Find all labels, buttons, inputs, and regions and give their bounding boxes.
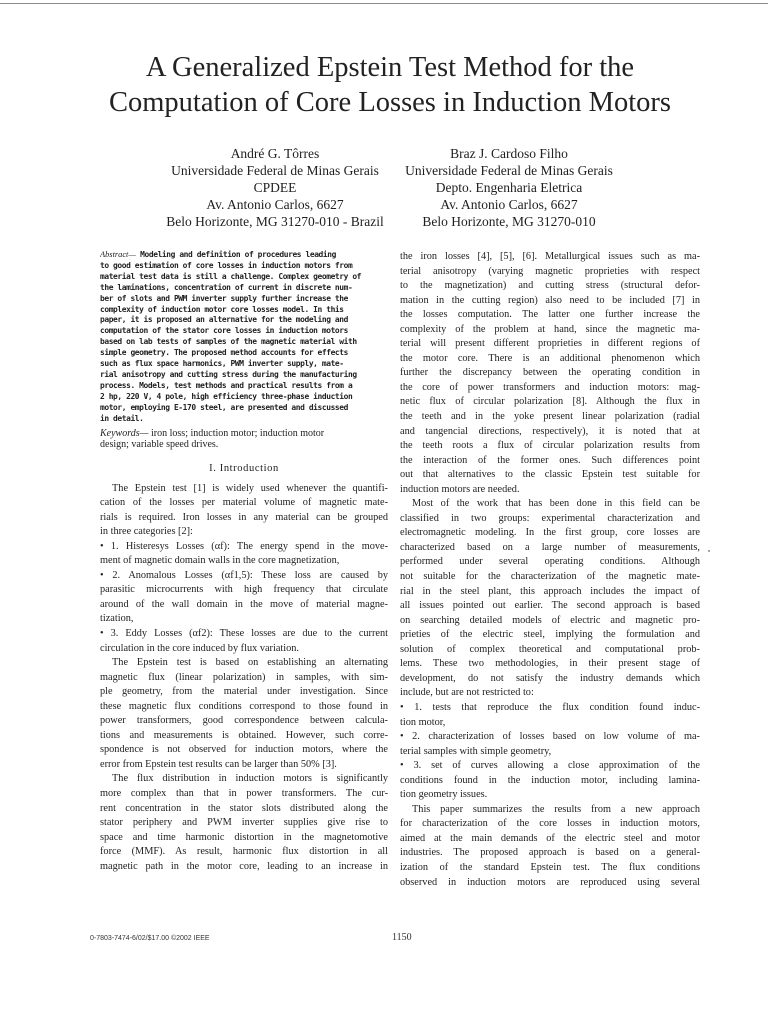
body-line: more complex than that in power transformers. The cur- <box>100 787 388 799</box>
body-line: parasitic microcurrents with high frequency that circulate <box>100 584 388 596</box>
body-line: electromagnetic modeling. In the first group, core losses are <box>400 527 700 539</box>
body-line: spondence is not observed for induction motors, where the <box>100 744 388 756</box>
body-line: further the discrepancy between the operating condition in <box>400 367 700 379</box>
body-line: magnetic path in the motor core, leading to an increase in <box>100 860 388 872</box>
author-name: André G. Tôrres <box>230 146 320 161</box>
body-line: characterized based on a large number of measurements, <box>400 541 700 553</box>
body-line: • 2. characterization of losses based on low volume of ma- <box>400 731 700 743</box>
body-line: magnetic flux (linear polarization) in samples, with sim- <box>100 671 388 683</box>
body-line: power transformers, good correspondence between calcula- <box>100 715 388 727</box>
abstract-line: ber of slots and PWM inverter supply further increase the <box>100 293 348 303</box>
top-rule <box>0 3 768 4</box>
body-line: lems. These two methodologies, in their present stage of <box>400 658 700 670</box>
body-line: space and time harmonic distortion in the magnetomotive <box>100 831 388 843</box>
body-line: induction motors are needed. <box>400 483 520 495</box>
body-line: complexity of the problem at hand, since the magnetic ma- <box>400 323 700 335</box>
abstract-line-text: Modeling and definition of procedures leading <box>135 250 336 259</box>
body-line: these magnetic flux conditions correspond to those found in <box>100 700 388 712</box>
author-affiliation: Belo Horizonte, MG 31270-010 <box>422 214 596 229</box>
abstract-line: simple geometry. The proposed method accounts for effects <box>100 348 348 358</box>
body-line: solution of complex theoretical and computational prob- <box>400 643 700 655</box>
body-line: prieties of the electric steel, implying the formulation and <box>400 629 700 641</box>
author-affiliation: Universidade Federal de Minas Gerais <box>171 163 379 178</box>
abstract-line: process. Models, test methods and practical results from a <box>100 380 353 390</box>
body-line: not suitable for the characterization of the magnetic mate- <box>400 571 700 583</box>
body-line: tions and measurements is obtained. However, such corre- <box>100 729 388 741</box>
author-affiliation: Av. Antonio Carlos, 6627 <box>440 197 578 212</box>
body-line: the teeth and in the yoke present linear polarization (radial <box>400 411 700 423</box>
body-line: • 2. Anomalous Losses (αf1,5): These loss are caused by <box>100 569 388 581</box>
body-line: terial will present different proprieties in different regions of <box>400 338 700 350</box>
body-line: • 3. Eddy Losses (αf2): These losses are due to the current <box>100 627 388 639</box>
abstract-line: 2 hp, 220 V, 4 pole, high efficiency three-phase induction <box>100 391 353 401</box>
body-line: ment of magnetic domain walls in the core magnetization, <box>100 555 340 567</box>
abstract-lead: Abstract— <box>100 250 136 259</box>
scan-speck <box>708 550 710 552</box>
body-line: The flux distribution in induction motors is significantly <box>112 773 388 785</box>
title-line: A Generalized Epstein Test Method for the <box>145 52 635 83</box>
author-affiliation: Depto. Engenharia Eletrica <box>435 180 583 195</box>
body-line: • 3. set of curves allowing a close approximation of the <box>400 760 700 772</box>
body-line: performed under several operating conditions. Although <box>400 556 700 568</box>
left-column <box>100 250 388 874</box>
abstract <box>100 250 388 425</box>
body-line: terial anisotropy (varying magnetic proprieties with respect <box>400 265 700 277</box>
keywords-line-2: design; variable speed drives. <box>100 439 219 450</box>
body-line: ization of the standard Epstein test. The flux conditions <box>400 861 700 873</box>
body-line: the iron losses [4], [5], [6]. Metallurgical issues such as ma- <box>400 251 700 262</box>
body-line: for characterization of the core losses in induction motors, <box>400 818 700 830</box>
body-line: all issues pointed out earlier. The second approach is based <box>400 600 700 612</box>
abstract-line: such as flux space harmonics, PWM inverter supply, mate- <box>100 359 344 369</box>
body-line: error from Epstein test results can be larger than 50% [3]. <box>100 758 337 770</box>
body-line: rent concentration in the stator slots distributed along the <box>100 802 388 814</box>
body-line: This paper summarizes the results from a new approach <box>412 803 700 815</box>
paper-title <box>40 50 740 120</box>
body-line: • 1. tests that reproduce the flux condition found induc- <box>400 701 700 713</box>
abstract-line: material test data is still a challenge. Complex geometry of <box>100 271 362 281</box>
body-line: tion motor, <box>400 716 446 728</box>
body-line: cation of the losses per material volume of magnetic mate- <box>100 497 388 509</box>
body-line: The Epstein test is based on establishing an alternating <box>112 657 388 669</box>
body-line: the core of power transformers and induction motors: mag- <box>400 381 700 393</box>
keywords-lead: Keywords— <box>100 427 149 439</box>
body-line: and tangencial directions, respectively), it is noted that at <box>400 425 700 437</box>
body-line: mation in the cutting region) also need to be included [7] in <box>400 294 700 306</box>
body-line: development, do not satisfy the industry demands which <box>400 672 700 684</box>
abstract-line: rial anisotropy and cutting stress during the manufacturing <box>100 369 357 379</box>
body-line: tization, <box>100 613 134 625</box>
body-line: tion geometry issues. <box>400 789 488 801</box>
left-body-text <box>100 482 388 875</box>
body-line: the motor core. There is an additional phenomenon which <box>400 352 700 364</box>
body-line: out that alternatives to the classic Epstein test suitable for <box>400 469 700 481</box>
page-number: 1150 <box>392 932 412 943</box>
abstract-line: motor, employing E-170 steel, are presented and discussed <box>100 402 348 412</box>
body-line: around of the wall domain in the move of material magne- <box>100 598 388 610</box>
body-line: terial samples with simple geometry, <box>400 745 552 757</box>
abstract-line: paper, it is proposed an alternative for the modeling and <box>100 315 348 325</box>
body-line: the losses computation. The latter one further increase the <box>400 309 700 321</box>
body-line: the teeth roots a flux of circular polarization results from <box>400 440 700 452</box>
body-line: stator periphery and PWM inverter supplies give rise to <box>100 817 388 829</box>
body-line: to the magnetization) and cutting stress (structural defor- <box>400 280 700 292</box>
body-line: industries. The proposed approach is based on a general- <box>400 847 700 859</box>
author-affiliation: Av. Antonio Carlos, 6627 <box>206 197 344 212</box>
abstract-line: the laminations, concentration of current in discrete num- <box>100 282 353 292</box>
body-line: rial in the steel plant, this approach includes the impact of <box>400 585 700 597</box>
abstract-body <box>100 261 388 425</box>
abstract-line: complexity of induction motor core losses model. In this <box>100 304 344 314</box>
keywords-line <box>100 428 388 440</box>
right-body-text <box>400 250 700 890</box>
abstract-line: to good estimation of core losses in induction motors from <box>100 260 353 270</box>
title-line: Computation of Core Losses in Induction Motors <box>108 87 672 118</box>
body-line: the interaction of the former ones. Such differences point <box>400 454 700 466</box>
body-line: in three categories [2]: <box>100 526 193 538</box>
author-affiliation: Belo Horizonte, MG 31270-010 - Brazil <box>166 214 384 229</box>
keywords-text: iron loss; induction motor; induction motor <box>148 427 325 439</box>
body-line: classified in two groups: experimental characterization and <box>400 512 700 524</box>
abstract-line: computation of the stator core losses in induction motors <box>100 326 348 336</box>
body-line: The Epstein test [1] is widely used whenever the quantifi- <box>112 482 388 494</box>
author-name: Braz J. Cardoso Filho <box>450 146 568 161</box>
body-line: force (MMF). As result, harmonic flux distortion in all <box>100 846 388 858</box>
body-line: netic flux of circular polarization [8]. Although the flux in <box>400 396 700 408</box>
footer-copyright: 0-7803-7474-6/02/$17.00 ©2002 IEEE <box>90 935 210 942</box>
body-line: include, but are not restricted to: <box>400 687 534 699</box>
author-block-1 <box>150 145 400 230</box>
body-line: on searching detailed models of electric and magnetic pro- <box>400 614 700 626</box>
author-affiliation: Universidade Federal de Minas Gerais <box>405 163 613 178</box>
body-line: observed in induction motors are reproduced using several <box>400 876 700 888</box>
right-column <box>400 250 700 890</box>
body-line: • 1. Histeresys Losses (αf): The energy spend in the move- <box>100 540 388 552</box>
body-line: ple geometry, from the material under investigation. Since <box>100 686 388 698</box>
author-block-2 <box>384 145 634 230</box>
abstract-line: based on lab tests of samples of the magnetic material with <box>100 337 357 347</box>
body-line: aimed at the main demands of the electric steel and motor <box>400 832 700 844</box>
author-affiliation: CPDEE <box>253 180 297 195</box>
body-line: Most of the work that has been done in this field can be <box>412 498 700 510</box>
abstract-first-line <box>100 250 388 261</box>
abstract-line: in detail. <box>100 413 144 423</box>
body-line: rials is required. Iron losses in any material can be grouped <box>100 511 388 523</box>
body-line: circulation in the core induced by flux variation. <box>100 642 300 654</box>
section-heading: I. Introduction <box>209 462 279 474</box>
body-line: conditions found in the induction motor, including lamina- <box>400 774 700 786</box>
